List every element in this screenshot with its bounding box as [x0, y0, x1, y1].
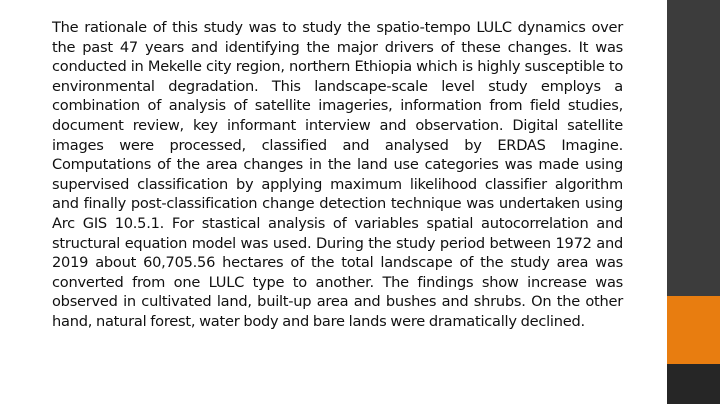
- accent-bar-orange: [667, 296, 720, 364]
- accent-bar-dark: [667, 0, 720, 296]
- accent-bar-darker: [667, 364, 720, 404]
- abstract-paragraph: The rationale of this study was to study the spatio-tempo LULC dynamics over the past 47 years and identifying the major drivers of these changes. It was conducted in Mekelle city region, northern Ethiopia which is highly susceptible to environmental degradation. This landscape-scale level study employs a combination of analysis of satellite imageries, information from field studies, document review, key informant interview and observation. Digital satellite images were processed, classified and analysed by ERDAS Imagine. Computations of the area changes in the land use categories was made using supervised classification by applying maximum likelihood classifier algorithm and finally post-classification change detection technique was undertaken using Arc GIS 10.5.1. For stastical analysis of variables spatial autocorrelation and structural equation model was used. During the study period between 1972 and 2019 about 60,705.56 hectares of the total landscape of the study area was converted from one LULC type to another. The findings show increase was observed in cultivated land, built-up area and bushes and shrubs. On the other hand, natural forest, water body and bare lands were dramatically declined.: [52, 19, 623, 330]
